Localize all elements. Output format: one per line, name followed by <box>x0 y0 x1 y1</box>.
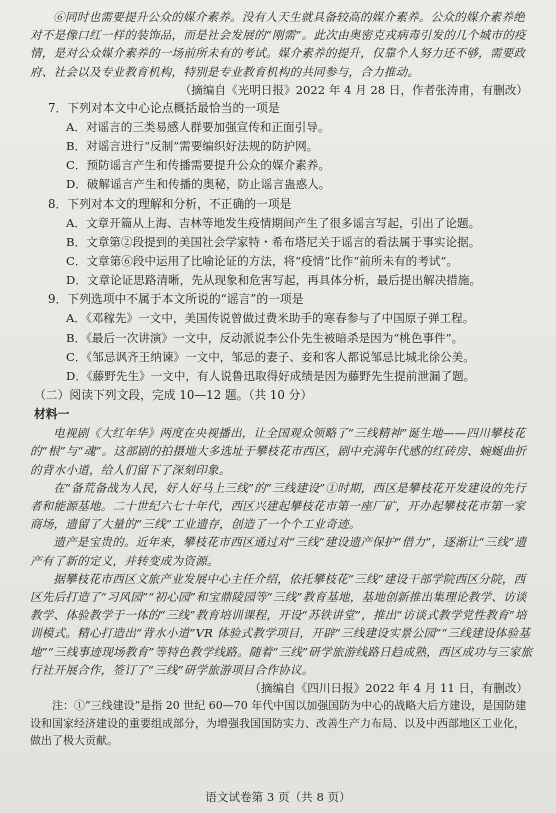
material-paragraph: 在“备荒备战为人民，好人好马上三线”的“三线建设”①时期，西区是攀枝花开发建设的先行者和能源基地。二十世纪六七十年代，西区兴建起攀枝花市第一座厂矿，开办起攀枝花市第一家商场，遗留了大量的“三线”工业遗存，创造了一个个工业奇迹。 <box>30 480 526 532</box>
passage-source: （摘编自《光明日报》2022 年 4 月 28 日，作者张涛甫，有删改） <box>179 82 528 97</box>
material-paragraph: 据攀枝花市西区文旅产业发展中心主任介绍，依托攀枝花“三线”建设干部学院西区分院，西区先后打造了“习风园”“初心园”和宝鼎陵园等“三线”教育基地，基地创新推出集理论教学、访谈教学、体验教学于一体的“三线”教育培训课程，开设“苏铁讲堂”，推出“访谈式教学党性教育”培训模式。精心打造出“背水小道”VR 体验式教学项目，开辟“三线建设实景公园”“三线建设体验基地”“三线事迹现场教育”等特色教学线路。随着“三线”研学旅游线路日趋成熟，西区成功与三家旅行社开展合作，签订了“三线”研学旅游项目合作协议。 <box>30 571 533 677</box>
material-paragraph: 电视剧《大红年华》两度在央视播出，让全国观众领略了“三线精神”诞生地——四川攀枝花的“根”与“魂”。这部剧的拍摄地大多选址于攀枝花市西区，剧中充满年代感的红砖房、蜿蜒曲折的背水小道，给人们留下了深刻印象。 <box>30 426 527 477</box>
option-b: B．文章第②段提到的美国社会学家特・希布塔尼关于谣言的看法属于事实论据。 <box>66 234 481 249</box>
option-d: D．破解谣言产生和传播的奥秘，防止谣言蛊惑人。 <box>66 177 331 192</box>
material-paragraph: 遗产是宝贵的。近年来，攀枝花市西区通过对“三线”建设遗产保护“借力”，逐渐让“三线”遗产有了新的定义，并转变成为资源。 <box>30 535 527 568</box>
page-footer: 语文试卷第 3 页（共 8 页） <box>205 790 351 804</box>
footnote: 注：①“三线建设”是指 20 世纪 60—70 年代中国以加强国防为中心的战略大后方建设，是国防建设和国家经济建设的重要组成部分，为增强我国国防实力、改善生产力布局、以及中西部地区工业化，做出了极大贡献。 <box>30 699 527 748</box>
passage-paragraph-6: ⑥同时也需要提升公众的媒介素养。没有人天生就具备较高的媒介素养。公众的媒介素养绝对不是像口红一样的装饰品，而是社会发展的“刚需”。此次由奥密克戎病毒引发的几个城市的疫情，是对公众媒介素养的一场前所未有的考试。媒介素养的提升，仅靠个人努力还不够，需要政府、社会以及专业教育机构，特别是专业教育机构的共同参与，合力推动。 <box>30 10 526 79</box>
option-d: D．文章论证思路清晰，先从现象和危害写起，再具体分析，最后提出解决措施。 <box>66 273 482 288</box>
option-c: C．《邹忌讽齐王纳谏》一文中，邹忌的妻子、妾和客人都说邹忌比城北徐公美。 <box>66 349 475 364</box>
section-heading: （二）阅读下列文段，完成 10—12 题。（共 10 分） <box>34 388 313 403</box>
question-stem: 7．下列对本文中心论点概括最恰当的一项是 <box>48 100 280 115</box>
option-a: A．文章开篇从上海、吉林等地发生疫情期间产生了很多谣言写起，引出了论题。 <box>66 215 481 230</box>
question-stem: 8．下列对本文的理解和分析，不正确的一项是 <box>48 196 292 211</box>
option-c: C．预防谣言产生和传播需要提升公众的媒介素养。 <box>66 158 330 173</box>
question-stem: 9．下列选项中不属于本文所说的“谣言”的一项是 <box>48 292 304 307</box>
option-d: D．《藤野先生》一文中，有人说鲁迅取得好成绩是因为藤野先生提前泄漏了题。 <box>66 369 476 384</box>
option-b: B．《最后一次讲演》一文中，反动派说李公仆先生被暗杀是因为“桃色事件”。 <box>66 330 464 345</box>
question-7 <box>30 99 534 195</box>
option-c: C．文章第⑥段中运用了比喻论证的方法，将“疫情”比作“前所未有的考试”。 <box>66 254 458 269</box>
option-b: B．对谣言进行“反制”需要编织好法规的防护网。 <box>66 139 319 154</box>
question-8 <box>30 195 534 291</box>
option-a: A．对谣言的三类易感人群要加强宣传和正面引导。 <box>66 119 330 134</box>
option-a: A．《邓稼先》一文中，美国传说曾做过费米助手的寒春参与了中国原子弹工程。 <box>66 311 475 326</box>
material-source: （摘编自《四川日报》2022 年 4 月 11 日，有删改） <box>249 681 528 696</box>
material-label: 材料一 <box>34 407 70 422</box>
question-9 <box>30 290 534 386</box>
